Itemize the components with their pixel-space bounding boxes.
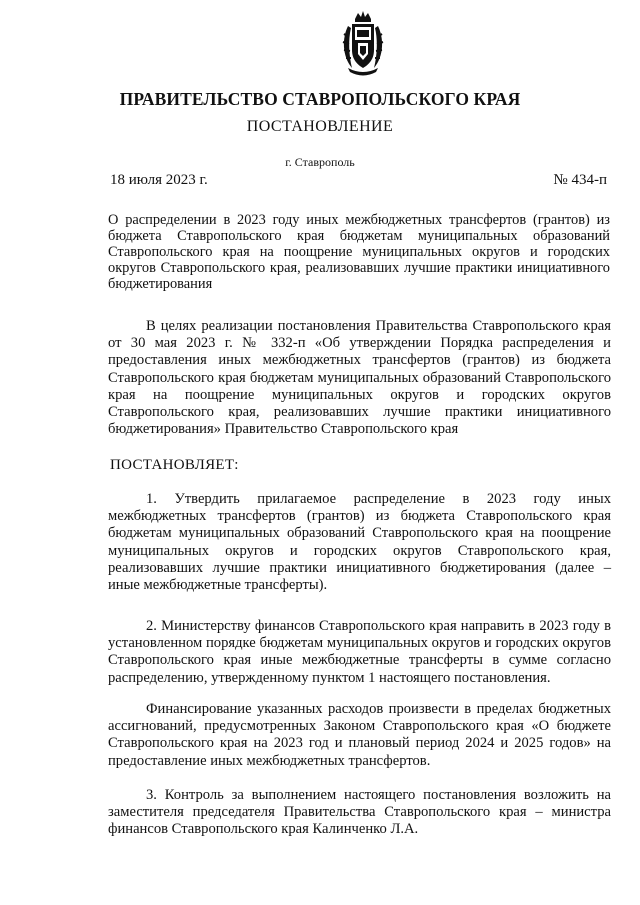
item-1-paragraph: 1. Утвердить прилагаемое распределение в 2023 году иных межбюджетных трансфертов (грантов) из бюджета Ставропольского края бюджетам муниципальных образований Ставропольского края на поощрение муниципальных округов и городских округов Ставропольского края, реализовавших лучшие практики инициативного бюджетирования (далее – иные межбюджетные трансферты). — [108, 491, 611, 594]
city: г. Ставрополь — [285, 155, 355, 169]
stavropol-coat-of-arms-icon — [340, 10, 386, 76]
document-type: ПОСТАНОВЛЕНИЕ — [246, 118, 394, 135]
item-2-section — [108, 618, 611, 687]
item-3-paragraph: 3. Контроль за выполнением настоящего постановления возложить на заместителя председателя Правительства Ставропольского края – министра финансов Ставропольского края Калинченко Л.А. — [108, 787, 611, 838]
intro-paragraph: В целях реализации постановления Правительства Ставропольского края от 30 мая 2023 г. № 332-п «Об утверждении Порядка распределения и предоставления иных межбюджетных трансфертов (грантов) из бюджета Ставропольского края бюджетам муниципальных образований Ставропольского края на поощрение муниципальных округов и городских округов Ставропольского края, реализовавших лучшие практики инициативного бюджетирования» Правительство Ставропольского края — [108, 318, 611, 438]
decree-word: ПОСТАНОВЛЯЕТ: — [110, 457, 239, 473]
financing-section — [108, 701, 611, 770]
government-title: ПРАВИТЕЛЬСТВО СТАВРОПОЛЬСКОГО КРАЯ — [119, 89, 521, 109]
document-date: 18 июля 2023 г. — [110, 172, 208, 188]
item-3-section — [108, 787, 611, 839]
document-subject: О распределении в 2023 году иных межбюджетных трансфертов (грантов) из бюджета Ставропольского края бюджетам муниципальных образований Ставропольского края на поощрение муниципальных округов и городских округов Ставропольского края, реализовавших лучшие практики инициативного бюджетирования — [108, 212, 610, 292]
intro-section — [108, 318, 611, 438]
document-number: № 434-п — [553, 172, 607, 188]
item-2-paragraph: 2. Министерству финансов Ставропольского края направить в 2023 году в установленном порядке бюджетам муниципальных округов и городских округов Ставропольского края иные межбюджетные трансферты в сумме согласно распределению, утвержденному пунктом 1 настоящего постановления. — [108, 618, 611, 686]
item-1-section — [108, 491, 611, 594]
financing-paragraph: Финансирование указанных расходов произвести в пределах бюджетных ассигнований, предусмотренных Законом Ставропольского края «О бюджете Ставропольского края на 2023 год и плановый период 2024 и 2025 годов» на предоставление иных межбюджетных трансфертов. — [108, 701, 611, 769]
